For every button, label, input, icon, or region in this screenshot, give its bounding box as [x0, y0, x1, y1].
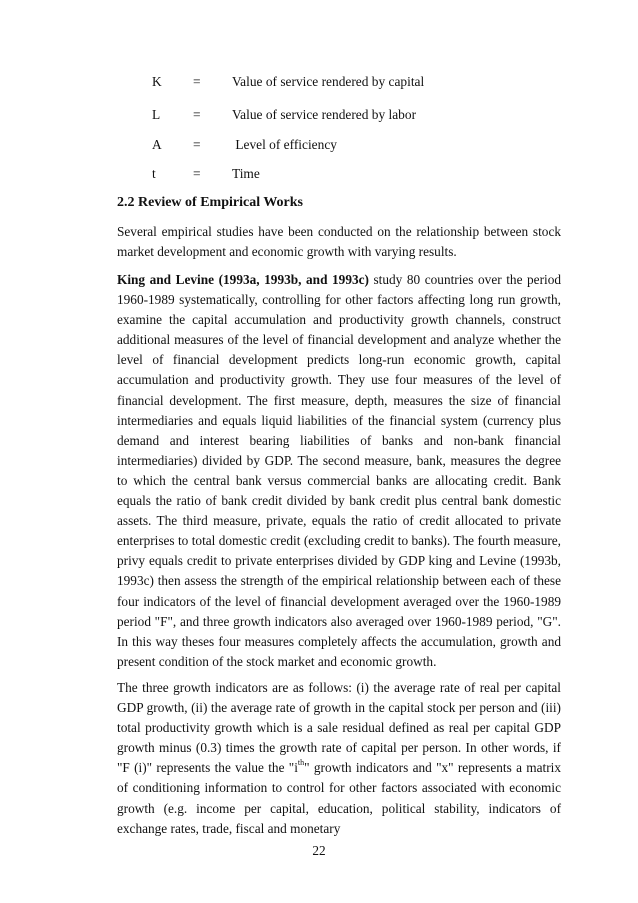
paragraph-text-before: The three growth indicators are as follows: (i) the average rate of real per capital GDP growth, (ii) the average rate of growth in the capital stock per person and (iii) total productivity growth which is a sale residual defined as real per capital GDP growth minus (0.3) times the growth rate of capital per person. In other words, if "F (i)" represents the value the "i: [117, 680, 561, 776]
definition-text: Value of service rendered by labor: [232, 107, 417, 122]
section-heading: 2.2 Review of Empirical Works: [117, 195, 304, 210]
paragraph-text-after: " growth indicators and "x" represents a matrix of conditioning information to control for other factors associated with economic growth (e.g. income per capital, education, political stability, indicators of exchange rates, trade, fiscal and monetary: [117, 760, 561, 836]
definition-equals: =: [193, 74, 201, 89]
paragraph-lead-citation: King and Levine (1993a, 1993b, and 1993c): [117, 272, 369, 287]
definition-text: Time: [232, 166, 260, 181]
definition-text: Level of efficiency: [232, 137, 337, 152]
definition-text: Value of service rendered by capital: [232, 74, 425, 89]
definition-equals: =: [193, 166, 201, 181]
definition-symbol: t: [152, 166, 156, 181]
definition-equals: =: [193, 107, 201, 122]
paragraph-king-levine: [117, 270, 561, 672]
definition-symbol: K: [152, 74, 162, 89]
definition-symbol: A: [152, 137, 162, 152]
ordinal-superscript: th: [297, 758, 305, 768]
definition-symbol: L: [152, 107, 161, 122]
definition-equals: =: [193, 137, 201, 152]
paragraph-growth-indicators: [117, 678, 561, 839]
paragraph-body: study 80 countries over the period 1960-1989 systematically, controlling for other factors affecting long run growth, examine the capital accumulation and productivity growth channels, construct additional measures of the level of financial development and analyze whether the level of financial development predicts long-run economic growth, capital accumulation and productivity growth. They use four measures of the level of financial development. The first measure, depth, measures the size of financial intermediaries and equals liquid liabilities of the financial system (currency plus demand and interest bearing liabilities of banks and non-bank financial intermediaries) divided by GDP. The second measure, bank, measures the degree to which the central bank versus commercial banks are allocating credit. Bank equals the ratio of bank credit divided by bank credit plus central bank domestic assets. The third measure, private, equals the ratio of credit allocated to private enterprises to total domestic credit (excluding credit to banks). The fourth measure, privy equals credit to private enterprises divided by GDP king and Levine (1993b, 1993c) then assess the strength of the empirical relationship between each of these four indicators of the level of financial development averaged over the 1960-1989 period "F", and three growth indicators also averaged over 1960-1989 period, "G". In this way theses four measures completely affects the accumulation, growth and present condition of the stock market and economic growth.: [117, 272, 561, 669]
paragraph-intro: Several empirical studies have been conducted on the relationship between stock market development and economic growth with varying results.: [117, 224, 561, 260]
page-number: 22: [312, 843, 326, 858]
